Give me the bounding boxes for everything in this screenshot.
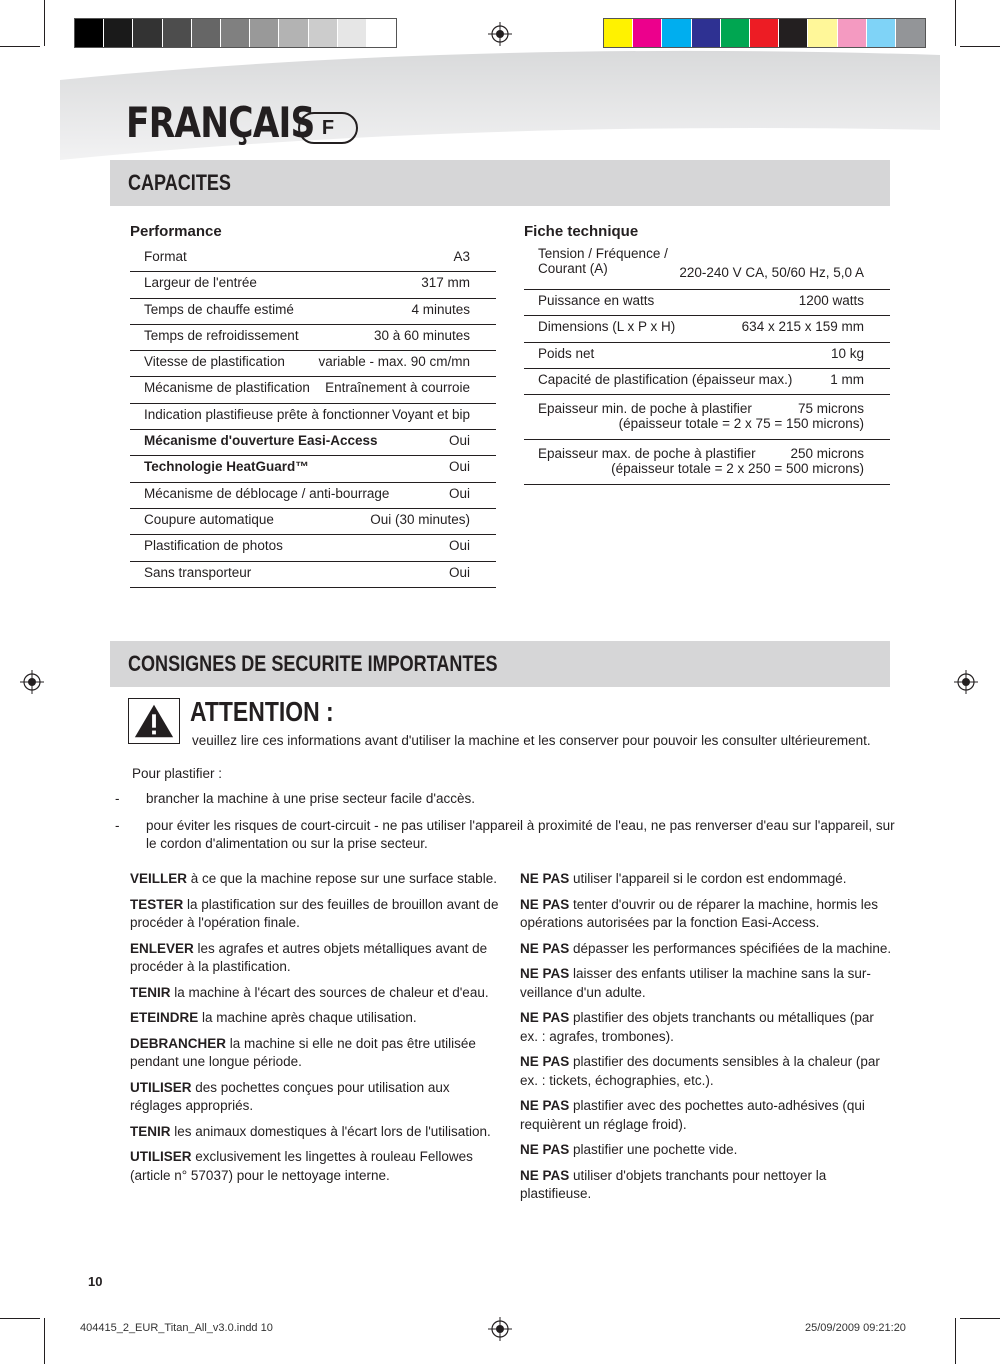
dash-item-1: brancher la machine à une prise secteur facile d'accès.	[146, 791, 476, 806]
crop-mark	[44, 1318, 45, 1364]
table-row	[524, 395, 890, 440]
rule-keyword: ENLEVER	[130, 940, 194, 956]
row-value: 634 x 215 x 159 mm	[741, 319, 864, 335]
row-label: Indication plastifieuse prête à fonctionner	[144, 406, 390, 422]
table-row	[130, 456, 496, 482]
left-rules	[130, 870, 504, 1192]
process-swatch	[604, 19, 633, 47]
page-number: 10	[88, 1274, 103, 1289]
row-value: 1200 watts	[798, 293, 864, 308]
safety-rule	[520, 1167, 894, 1204]
table-row	[524, 343, 890, 369]
row-label: Largeur de l'entrée	[144, 275, 257, 291]
row-value: Oui	[448, 485, 470, 501]
rule-text: les animaux domestiques à l'écart lors de l'utilisation.	[170, 1123, 491, 1139]
row-label: Mécanisme de déblocage / anti-bourrage	[144, 485, 390, 501]
rule-text: la machine après chaque utilisation.	[198, 1010, 417, 1025]
row-value: Oui (30 minutes)	[370, 511, 470, 527]
table-row	[130, 246, 496, 272]
rule-keyword: TENIR	[130, 1123, 171, 1139]
table-row	[130, 325, 496, 351]
row-note: (épaisseur totale = 2 x 75 = 150 microns)	[618, 416, 864, 432]
rule-text: laisser des enfants utiliser la machine sans la sur-veillance d'un adulte.	[520, 966, 871, 1000]
consignes-heading: CONSIGNES DE SECURITE IMPORTANTES	[128, 651, 498, 676]
process-swatch	[779, 19, 808, 47]
row-value: 220-240 V CA, 50/60 Hz, 5,0 A	[679, 265, 864, 280]
consignes-band	[110, 641, 890, 687]
gray-swatch	[250, 19, 279, 47]
gray-swatch	[279, 19, 308, 47]
safety-rule	[520, 1053, 894, 1090]
safety-rule	[130, 1009, 504, 1028]
row-label: Courant (A)	[538, 261, 608, 276]
table-row	[524, 316, 890, 342]
table-row	[524, 369, 890, 395]
row-label: Temps de refroidissement	[144, 327, 299, 343]
dash-item-2b: le cordon d'alimentation ou sur la prise secteur.	[146, 836, 428, 851]
table-row	[130, 562, 496, 588]
rule-keyword: TESTER	[130, 896, 184, 912]
safety-rule	[520, 965, 894, 1002]
rule-keyword: NE PAS	[520, 1098, 570, 1113]
process-swatch	[692, 19, 721, 47]
row-value: 10 kg	[830, 345, 864, 361]
row-label: Dimensions (L x P x H)	[538, 319, 676, 335]
safety-rule	[520, 1009, 894, 1046]
table-row	[524, 246, 890, 290]
safety-rule	[130, 1148, 504, 1185]
rule-keyword: NE PAS	[520, 966, 570, 981]
registration-mark-icon	[20, 670, 44, 694]
capacites-heading: CAPACITES	[128, 170, 231, 195]
safety-rule	[130, 870, 504, 889]
grayscale-bar	[74, 18, 397, 48]
rule-keyword: NE PAS	[520, 896, 570, 912]
crop-mark	[44, 0, 45, 46]
rule-keyword: NE PAS	[520, 1054, 570, 1069]
performance-heading: Performance	[130, 223, 222, 240]
row-value: Oui	[448, 433, 470, 449]
row-value: 250 microns	[790, 446, 864, 462]
gray-swatch	[309, 19, 338, 47]
rule-text: utiliser d'objets tranchants pour nettoyer la plastifieuse.	[520, 1167, 827, 1201]
table-row	[130, 404, 496, 430]
capacites-band	[110, 160, 890, 206]
performance-table	[130, 246, 496, 588]
table-row	[524, 440, 890, 485]
rule-text: à ce que la machine repose sur une surface stable.	[187, 871, 497, 886]
intro-text: Pour plastifier :	[132, 766, 223, 781]
rule-keyword: NE PAS	[520, 1167, 570, 1183]
process-swatch	[896, 19, 925, 47]
row-value: 30 à 60 minutes	[373, 327, 470, 343]
rule-text: plastifier avec des pochettes auto-adhésives (qui requièrent un réglage froid).	[520, 1098, 865, 1132]
safety-rule	[520, 1097, 894, 1134]
process-swatch	[808, 19, 837, 47]
safety-rule	[130, 896, 504, 933]
row-value: Entraînement à courroie	[325, 380, 470, 396]
safety-rule	[520, 1141, 894, 1160]
row-label: Mécanisme de plastification	[144, 380, 310, 396]
row-value: Oui	[448, 459, 470, 475]
table-row	[524, 290, 890, 316]
table-row	[130, 272, 496, 298]
row-label: Poids net	[538, 345, 595, 361]
process-swatch	[662, 19, 691, 47]
rule-text: exclusivement les lingettes à rouleau Fellowes (article n° 57037) pour le nettoyage interne.	[130, 1149, 473, 1183]
safety-rule	[520, 896, 894, 933]
rule-keyword: ETEINDRE	[130, 1010, 199, 1025]
table-row	[130, 351, 496, 377]
page-title: FRANÇAIS	[126, 98, 315, 147]
gray-swatch	[221, 19, 250, 47]
attention-title: ATTENTION :	[190, 696, 334, 727]
registration-mark-icon	[488, 1317, 512, 1341]
row-label: Plastification de photos	[144, 538, 283, 554]
rule-text: la machine si elle ne doit pas être utilisée pendant une longue période.	[130, 1035, 476, 1069]
rule-text: tenter d'ouvrir ou de réparer la machine, hormis les opérations autorisées par la fonction Easi-Access.	[520, 896, 878, 930]
rule-text: plastifier des objets tranchants ou métalliques (par ex. : agrafes, trombones).	[520, 1010, 874, 1044]
dash-bullet: -	[115, 818, 120, 833]
row-label: Technologie HeatGuard™	[144, 459, 309, 475]
row-label: Sans transporteur	[144, 564, 252, 580]
rule-text: utiliser l'appareil si le cordon est endommagé.	[569, 871, 847, 886]
table-row	[130, 430, 496, 456]
rule-keyword: NE PAS	[520, 1142, 570, 1157]
footer-file: 404415_2_EUR_Titan_All_v3.0.indd 10	[80, 1322, 273, 1334]
row-label: Coupure automatique	[144, 511, 274, 527]
dash-bullet: -	[115, 791, 120, 806]
table-row	[130, 377, 496, 403]
row-value: A3	[453, 249, 470, 264]
safety-rule	[130, 1079, 504, 1116]
crop-mark	[0, 1318, 40, 1319]
row-label: Tension / Fréquence /	[538, 246, 668, 261]
safety-rule	[520, 940, 894, 959]
rule-keyword: NE PAS	[520, 871, 570, 886]
crop-mark	[955, 1318, 956, 1364]
rule-text: les agrafes et autres objets métalliques avant de procéder à la plastification.	[130, 940, 488, 974]
registration-mark-icon	[488, 22, 512, 46]
gray-swatch	[192, 19, 221, 47]
safety-rule	[130, 1123, 504, 1142]
fiche-table	[524, 246, 890, 485]
row-label: Puissance en watts	[538, 293, 655, 308]
row-label: Capacité de plastification (épaisseur max.)	[538, 371, 793, 387]
rule-keyword: UTILISER	[130, 1149, 192, 1164]
rule-keyword: NE PAS	[520, 940, 570, 956]
gray-swatch	[338, 19, 367, 47]
rule-keyword: VEILLER	[130, 871, 188, 886]
rule-keyword: NE PAS	[520, 1010, 570, 1025]
gray-swatch	[133, 19, 162, 47]
table-row	[130, 299, 496, 325]
rule-keyword: UTILISER	[130, 1079, 192, 1095]
language-badge: F	[298, 112, 358, 144]
footer-date: 25/09/2009 09:21:20	[805, 1322, 906, 1334]
crop-mark	[955, 0, 956, 46]
fiche-heading: Fiche technique	[524, 223, 639, 240]
warning-icon	[128, 698, 180, 744]
gray-swatch	[163, 19, 192, 47]
crop-mark	[0, 46, 40, 47]
rule-text: la plastification sur des feuilles de brouillon avant de procéder à l'opération finale.	[130, 896, 499, 930]
row-label: Mécanisme d'ouverture Easi-Access	[144, 433, 378, 449]
row-value: 4 minutes	[411, 301, 470, 317]
table-row	[130, 509, 496, 535]
rule-keyword: TENIR	[130, 984, 171, 1000]
dash-item-2a: pour éviter les risques de court-circuit - ne pas utiliser l'appareil à proximité de l'eau, ne pas renverser d'eau sur l'appareil, sur	[146, 818, 895, 833]
safety-rule	[520, 870, 894, 889]
row-label: Format	[144, 249, 187, 264]
table-row	[130, 535, 496, 561]
row-note: (épaisseur totale = 2 x 250 = 500 microns)	[611, 461, 864, 477]
row-value: Oui	[448, 564, 470, 580]
row-value: variable - max. 90 cm/mn	[318, 354, 470, 370]
row-value: 317 mm	[421, 275, 470, 291]
row-value: 1 mm	[830, 371, 864, 387]
rule-text: la machine à l'écart des sources de chaleur et d'eau.	[170, 984, 489, 1000]
rule-text: des pochettes conçues pour utilisation aux réglages appropriés.	[130, 1079, 450, 1113]
row-value: Voyant et bip	[391, 406, 470, 422]
crop-mark	[960, 46, 1000, 47]
row-value: 75 microns	[797, 401, 864, 417]
rule-text: plastifier une pochette vide.	[569, 1142, 738, 1157]
safety-rule	[130, 984, 504, 1003]
rule-text: dépasser les performances spécifiées de la machine.	[569, 940, 892, 956]
process-swatch	[721, 19, 750, 47]
process-swatch	[867, 19, 896, 47]
registration-mark-icon	[954, 670, 978, 694]
table-row	[130, 483, 496, 509]
rule-keyword: DEBRANCHER	[130, 1035, 227, 1051]
gray-swatch	[75, 19, 104, 47]
process-swatch	[838, 19, 867, 47]
row-label: Temps de chauffe estimé	[144, 301, 294, 317]
safety-rule	[130, 1035, 504, 1072]
row-label: Epaisseur max. de poche à plastifier	[538, 446, 756, 462]
crop-mark	[960, 1318, 1000, 1319]
process-color-bar	[603, 18, 926, 48]
row-value: Oui	[448, 538, 470, 554]
attention-text: veuillez lire ces informations avant d'utiliser la machine et les conserver pour pouvoir les consulter ultérieurement.	[192, 733, 871, 748]
gray-swatch	[367, 19, 396, 47]
safety-rule	[130, 940, 504, 977]
right-rules	[520, 870, 894, 1211]
gray-swatch	[104, 19, 133, 47]
row-label: Vitesse de plastification	[144, 354, 285, 370]
rule-text: plastifier des documents sensibles à la chaleur (par ex. : tickets, échographies, etc.).	[520, 1054, 880, 1088]
process-swatch	[750, 19, 779, 47]
process-swatch	[633, 19, 662, 47]
row-label: Epaisseur min. de poche à plastifier	[538, 401, 752, 417]
